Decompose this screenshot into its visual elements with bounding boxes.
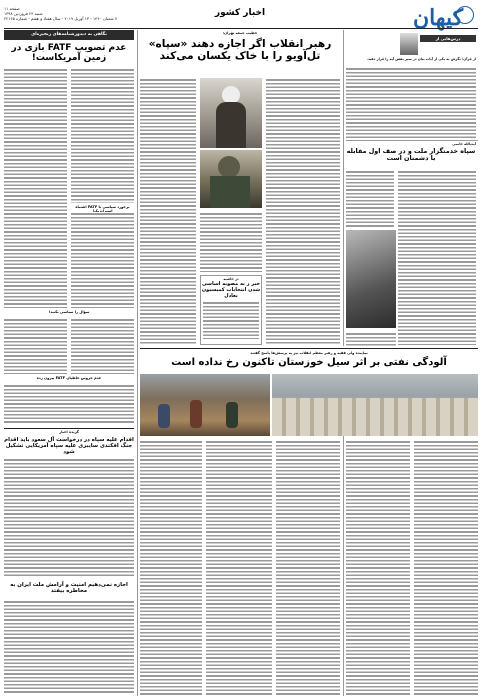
left-sub-1: برخورد سیاسی با FATF اشتباه	[75, 205, 130, 209]
right-photo-speaker	[346, 230, 396, 328]
flood-photo-1	[140, 374, 270, 436]
center-photo-military	[200, 150, 262, 208]
right-col-text-3	[346, 332, 396, 346]
left-text-6	[4, 384, 134, 424]
left-bottom-headline-2: اجازه نمی‌دهیم امنیت و آرامش ملت ایران به مخاطره بیفتد	[10, 582, 128, 595]
right-bottom-text-1	[346, 440, 410, 696]
center-box-text	[203, 301, 259, 339]
right-kicker: آیت‌الله خاتمی	[452, 142, 476, 146]
flood-kicker: نماینده ولی فقیه و رهبر معظم انقلاب نیز به پرسش‌ها پاسخ گفتند	[250, 351, 368, 355]
left-bottom-header: گزیده اخبار	[59, 430, 79, 434]
flood-text-2	[206, 440, 272, 696]
right-bottom-text-2	[414, 440, 478, 696]
center-photo-preacher	[200, 78, 262, 148]
center-headline: رهبر انقلاب اگر اجازه دهند «سپاه» تل‌آویو را با خاک یکسان می‌کند	[148, 38, 332, 62]
left-text-1	[4, 68, 67, 308]
left-text-4	[4, 318, 67, 374]
flood-text-3	[276, 440, 340, 696]
page-info	[4, 6, 134, 22]
editorial-portrait	[400, 33, 418, 55]
left-sub-3: عدم خروس خاطیان FATF بیرون زده	[36, 376, 102, 380]
center-text-1	[266, 78, 340, 344]
right-col-text	[398, 170, 476, 345]
editorial-bold: از قرآن؛ نگرش به یکی از آیات بیان در سیر نقش آیه را قرار دهید.	[366, 57, 476, 61]
right-col-text-2	[346, 170, 394, 228]
left-bottom-text-2	[4, 600, 134, 695]
editorial-text	[346, 67, 476, 139]
left-text-3	[71, 212, 134, 308]
left-text-2	[71, 68, 134, 203]
flood-headline: آلودگی نفتی بر اثر سیل خوزستان تاکنون رخ نداده است	[171, 357, 447, 368]
center-box-headline: خبر ز به مصوبه اساسی شدن انتخابات کمیسیون تعادل	[201, 281, 261, 299]
center-text-3	[200, 212, 262, 272]
page-title: اخبار کشور	[214, 8, 266, 18]
left-bottom-headline: اقدام علیه سپاه در درخواست آل سعود باید اقدام جنگ افکندی سایبری علیه سپاه آمریکایی تشکیل شود	[4, 437, 134, 456]
flood-text-1	[140, 440, 202, 696]
left-sub-2: سؤال را سیاسی نکنید!	[48, 310, 90, 314]
flood-photo-2	[272, 374, 478, 436]
masthead-text: کیهان	[412, 5, 464, 31]
left-text-5	[71, 318, 134, 374]
page-issue: ۷ شعبان ۱۴۴۰ - ۱۳ آوریل ۲۰۱۹ - سال هفتاد و هفتم - شماره ۲۲۱۶۵	[4, 16, 117, 22]
center-kicker: خطیب جمعه تهران:	[222, 31, 258, 35]
left-bottom-text-1	[4, 458, 134, 578]
center-box	[200, 275, 262, 345]
page-date: شنبه ۲۴ فروردین ۱۳۹۸	[4, 11, 43, 17]
center-text-2	[140, 78, 196, 344]
left-header-bar: نگاهی به دیدورشنامه‌های زنجیره‌ای	[4, 30, 134, 40]
center-box-label: در حاشیه	[223, 277, 239, 281]
left-headline: عدم تصویب FATF بازی در زمین آمریکاست!	[11, 43, 127, 64]
masthead-emblem-icon	[456, 6, 474, 24]
page-number: صفحه ۱۱	[4, 6, 20, 11]
right-headline: سپاه خدمتگزار ملت و در صف اول مقابله با دشمنان است	[346, 147, 476, 163]
editorial-label: درس‌هایی از	[420, 35, 476, 42]
